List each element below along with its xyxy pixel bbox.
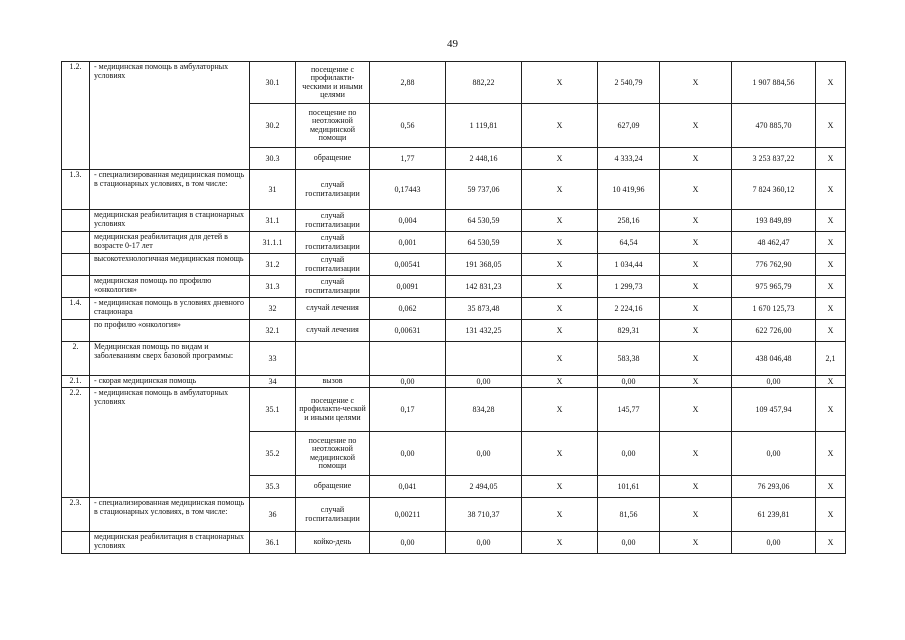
table-row bbox=[62, 388, 846, 432]
cell-cost bbox=[446, 342, 522, 376]
cell-x: Х bbox=[522, 104, 598, 148]
cell-code: 35.1 bbox=[250, 388, 296, 432]
cell-item-name: по профилю «онкология» bbox=[90, 320, 250, 342]
cell-total: 76 293,06 bbox=[732, 476, 816, 498]
cell-per-capita: 0,00 bbox=[598, 432, 660, 476]
cell-per-capita: 2 540,79 bbox=[598, 62, 660, 104]
cell-per-capita: 829,31 bbox=[598, 320, 660, 342]
cell-unit: посещение по неотложной медицинской помощи bbox=[296, 104, 370, 148]
cell-norm: 0,0091 bbox=[370, 276, 446, 298]
table-row bbox=[62, 254, 846, 276]
cell-code: 36 bbox=[250, 498, 296, 532]
cell-x: Х bbox=[522, 498, 598, 532]
cell-item-number: 2.2. bbox=[62, 388, 90, 498]
cell-x: Х bbox=[660, 388, 732, 432]
cell-x: Х bbox=[522, 276, 598, 298]
cell-total: 470 885,70 bbox=[732, 104, 816, 148]
cell-cost: 64 530,59 bbox=[446, 210, 522, 232]
cell-share: Х bbox=[816, 376, 846, 388]
cell-norm: 0,004 bbox=[370, 210, 446, 232]
cell-unit: случай лечения bbox=[296, 320, 370, 342]
cell-unit: посещение по неотложной медицинской помощи bbox=[296, 432, 370, 476]
cell-item-name: - медицинская помощь в амбулаторных условиях bbox=[90, 388, 250, 498]
cell-item-number bbox=[62, 254, 90, 276]
cell-norm: 0,00 bbox=[370, 532, 446, 554]
cell-cost: 2 448,16 bbox=[446, 148, 522, 170]
cell-item-number: 1.4. bbox=[62, 298, 90, 320]
cell-share: Х bbox=[816, 432, 846, 476]
cell-share: Х bbox=[816, 476, 846, 498]
cell-code: 31.2 bbox=[250, 254, 296, 276]
cell-x: Х bbox=[660, 232, 732, 254]
cell-item-name: - медицинская помощь в амбулаторных условиях bbox=[90, 62, 250, 170]
table-row bbox=[62, 62, 846, 104]
cell-unit bbox=[296, 342, 370, 376]
cell-cost: 191 368,05 bbox=[446, 254, 522, 276]
cell-code: 35.3 bbox=[250, 476, 296, 498]
cell-code: 35.2 bbox=[250, 432, 296, 476]
cell-x: Х bbox=[660, 170, 732, 210]
cell-x: Х bbox=[660, 320, 732, 342]
cell-item-number bbox=[62, 210, 90, 232]
cell-item-number: 2.3. bbox=[62, 498, 90, 532]
cell-code: 33 bbox=[250, 342, 296, 376]
cell-share: Х bbox=[816, 320, 846, 342]
cell-code: 31 bbox=[250, 170, 296, 210]
cell-share: Х bbox=[816, 62, 846, 104]
table-row bbox=[62, 320, 846, 342]
table-row bbox=[62, 232, 846, 254]
cell-norm: 0,00 bbox=[370, 432, 446, 476]
cell-total: 776 762,90 bbox=[732, 254, 816, 276]
cell-x: Х bbox=[522, 254, 598, 276]
cell-per-capita: 627,09 bbox=[598, 104, 660, 148]
cell-x: Х bbox=[522, 532, 598, 554]
cell-x: Х bbox=[522, 232, 598, 254]
cell-cost: 0,00 bbox=[446, 532, 522, 554]
cell-item-name: Медицинская помощь по видам и заболеваниям сверх базовой программы: bbox=[90, 342, 250, 376]
cell-share: Х bbox=[816, 388, 846, 432]
cell-per-capita: 0,00 bbox=[598, 532, 660, 554]
cell-x: Х bbox=[660, 104, 732, 148]
cell-share: Х bbox=[816, 148, 846, 170]
cell-cost: 0,00 bbox=[446, 432, 522, 476]
cell-share: Х bbox=[816, 298, 846, 320]
cell-item-name: высокотехнологичная медицинская помощь bbox=[90, 254, 250, 276]
table-body bbox=[62, 62, 846, 554]
cell-total: 0,00 bbox=[732, 532, 816, 554]
cell-cost: 131 432,25 bbox=[446, 320, 522, 342]
cell-code: 30.1 bbox=[250, 62, 296, 104]
cell-code: 32 bbox=[250, 298, 296, 320]
cell-code: 32.1 bbox=[250, 320, 296, 342]
cell-item-name: - скорая медицинская помощь bbox=[90, 376, 250, 388]
cell-total: 975 965,79 bbox=[732, 276, 816, 298]
cell-unit: случай госпитализации bbox=[296, 254, 370, 276]
cell-unit: обращение bbox=[296, 148, 370, 170]
cell-item-name: медицинская реабилитация для детей в возрасте 0-17 лет bbox=[90, 232, 250, 254]
cell-cost: 834,28 bbox=[446, 388, 522, 432]
page-number: 49 bbox=[447, 38, 458, 50]
cell-unit: случай госпитализации bbox=[296, 210, 370, 232]
table-row bbox=[62, 532, 846, 554]
cell-item-number bbox=[62, 232, 90, 254]
cell-x: Х bbox=[660, 342, 732, 376]
cell-item-number: 1.2. bbox=[62, 62, 90, 170]
cell-per-capita: 1 034,44 bbox=[598, 254, 660, 276]
cell-per-capita: 101,61 bbox=[598, 476, 660, 498]
cell-cost: 1 119,81 bbox=[446, 104, 522, 148]
cell-total: 1 670 125,73 bbox=[732, 298, 816, 320]
cell-norm: 0,00211 bbox=[370, 498, 446, 532]
table-row bbox=[62, 210, 846, 232]
cell-x: Х bbox=[660, 148, 732, 170]
cell-unit: случай госпитализации bbox=[296, 498, 370, 532]
cell-per-capita: 583,38 bbox=[598, 342, 660, 376]
cell-per-capita: 10 419,96 bbox=[598, 170, 660, 210]
cell-per-capita: 0,00 bbox=[598, 376, 660, 388]
cell-total: 0,00 bbox=[732, 376, 816, 388]
cell-total: 193 849,89 bbox=[732, 210, 816, 232]
cell-norm: 0,062 bbox=[370, 298, 446, 320]
cell-item-name: - специализированная медицинская помощь в стационарных условиях, в том числе: bbox=[90, 170, 250, 210]
cell-item-number: 1.3. bbox=[62, 170, 90, 210]
cell-norm: 0,17443 bbox=[370, 170, 446, 210]
cell-item-number bbox=[62, 320, 90, 342]
cell-total: 3 253 837,22 bbox=[732, 148, 816, 170]
cell-cost: 59 737,06 bbox=[446, 170, 522, 210]
cell-per-capita: 258,16 bbox=[598, 210, 660, 232]
cell-total: 7 824 360,12 bbox=[732, 170, 816, 210]
cell-norm: 0,17 bbox=[370, 388, 446, 432]
cell-x: Х bbox=[522, 342, 598, 376]
cell-x: Х bbox=[660, 62, 732, 104]
cell-code: 30.2 bbox=[250, 104, 296, 148]
cell-x: Х bbox=[660, 432, 732, 476]
cell-x: Х bbox=[660, 254, 732, 276]
cell-norm: 0,56 bbox=[370, 104, 446, 148]
table-row bbox=[62, 376, 846, 388]
cell-item-number: 2. bbox=[62, 342, 90, 376]
cell-item-number: 2.1. bbox=[62, 376, 90, 388]
cell-total: 61 239,81 bbox=[732, 498, 816, 532]
cell-cost: 142 831,23 bbox=[446, 276, 522, 298]
cell-total: 109 457,94 bbox=[732, 388, 816, 432]
cell-cost: 882,22 bbox=[446, 62, 522, 104]
cell-total: 1 907 884,56 bbox=[732, 62, 816, 104]
cell-unit: случай госпитализации bbox=[296, 170, 370, 210]
cell-norm: 0,001 bbox=[370, 232, 446, 254]
cell-unit: посещение с профилакти-ческой и иными целями bbox=[296, 388, 370, 432]
cell-share: Х bbox=[816, 254, 846, 276]
cell-share: Х bbox=[816, 104, 846, 148]
cell-x: Х bbox=[660, 276, 732, 298]
cell-total: 0,00 bbox=[732, 432, 816, 476]
cell-x: Х bbox=[522, 62, 598, 104]
cell-x: Х bbox=[522, 432, 598, 476]
cell-x: Х bbox=[660, 210, 732, 232]
cell-x: Х bbox=[660, 532, 732, 554]
cell-per-capita: 145,77 bbox=[598, 388, 660, 432]
cell-total: 438 046,48 bbox=[732, 342, 816, 376]
cell-item-name: медицинская помощь по профилю «онкология» bbox=[90, 276, 250, 298]
cell-share: 2,1 bbox=[816, 342, 846, 376]
cell-norm: 0,041 bbox=[370, 476, 446, 498]
cell-unit: койко-день bbox=[296, 532, 370, 554]
cell-share: Х bbox=[816, 170, 846, 210]
cell-unit: вызов bbox=[296, 376, 370, 388]
cell-norm: 0,00 bbox=[370, 376, 446, 388]
cell-cost: 38 710,37 bbox=[446, 498, 522, 532]
cell-share: Х bbox=[816, 532, 846, 554]
cell-norm: 0,00541 bbox=[370, 254, 446, 276]
cell-item-name: - специализированная медицинская помощь в стационарных условиях, в том числе: bbox=[90, 498, 250, 532]
cell-item-number bbox=[62, 276, 90, 298]
cell-x: Х bbox=[660, 376, 732, 388]
cell-per-capita: 1 299,73 bbox=[598, 276, 660, 298]
table-row bbox=[62, 276, 846, 298]
cell-unit: обращение bbox=[296, 476, 370, 498]
cell-cost: 2 494,05 bbox=[446, 476, 522, 498]
cell-code: 31.1 bbox=[250, 210, 296, 232]
cell-x: Х bbox=[522, 148, 598, 170]
table-row bbox=[62, 170, 846, 210]
cell-x: Х bbox=[522, 210, 598, 232]
cell-per-capita: 2 224,16 bbox=[598, 298, 660, 320]
cell-share: Х bbox=[816, 276, 846, 298]
cell-x: Х bbox=[660, 298, 732, 320]
cell-item-name: медицинская реабилитация в стационарных условиях bbox=[90, 532, 250, 554]
cell-x: Х bbox=[522, 298, 598, 320]
cell-x: Х bbox=[522, 320, 598, 342]
cell-share: Х bbox=[816, 210, 846, 232]
table-row bbox=[62, 342, 846, 376]
cell-per-capita: 81,56 bbox=[598, 498, 660, 532]
cell-code: 31.1.1 bbox=[250, 232, 296, 254]
cell-item-name: медицинская реабилитация в стационарных условиях bbox=[90, 210, 250, 232]
cell-cost: 64 530,59 bbox=[446, 232, 522, 254]
table-row bbox=[62, 498, 846, 532]
cell-share: Х bbox=[816, 232, 846, 254]
cell-code: 31.3 bbox=[250, 276, 296, 298]
cell-unit: случай госпитализации bbox=[296, 232, 370, 254]
cell-unit: случай лечения bbox=[296, 298, 370, 320]
cell-x: Х bbox=[522, 476, 598, 498]
cell-cost: 0,00 bbox=[446, 376, 522, 388]
cell-unit: посещение с профилакти-ческими и иными целями bbox=[296, 62, 370, 104]
cell-total: 622 726,00 bbox=[732, 320, 816, 342]
cell-x: Х bbox=[522, 388, 598, 432]
cell-item-number bbox=[62, 532, 90, 554]
cell-share: Х bbox=[816, 498, 846, 532]
cell-per-capita: 64,54 bbox=[598, 232, 660, 254]
table-row bbox=[62, 298, 846, 320]
cell-norm: 0,00631 bbox=[370, 320, 446, 342]
cell-norm bbox=[370, 342, 446, 376]
cell-total: 48 462,47 bbox=[732, 232, 816, 254]
cell-x: Х bbox=[660, 498, 732, 532]
cell-code: 30.3 bbox=[250, 148, 296, 170]
financing-table bbox=[61, 61, 846, 554]
cell-code: 34 bbox=[250, 376, 296, 388]
cell-norm: 1,77 bbox=[370, 148, 446, 170]
cell-norm: 2,88 bbox=[370, 62, 446, 104]
cell-code: 36.1 bbox=[250, 532, 296, 554]
cell-x: Х bbox=[522, 376, 598, 388]
cell-cost: 35 873,48 bbox=[446, 298, 522, 320]
cell-unit: случай госпитализации bbox=[296, 276, 370, 298]
cell-per-capita: 4 333,24 bbox=[598, 148, 660, 170]
cell-x: Х bbox=[660, 476, 732, 498]
cell-x: Х bbox=[522, 170, 598, 210]
cell-item-name: - медицинская помощь в условиях дневного стационара bbox=[90, 298, 250, 320]
